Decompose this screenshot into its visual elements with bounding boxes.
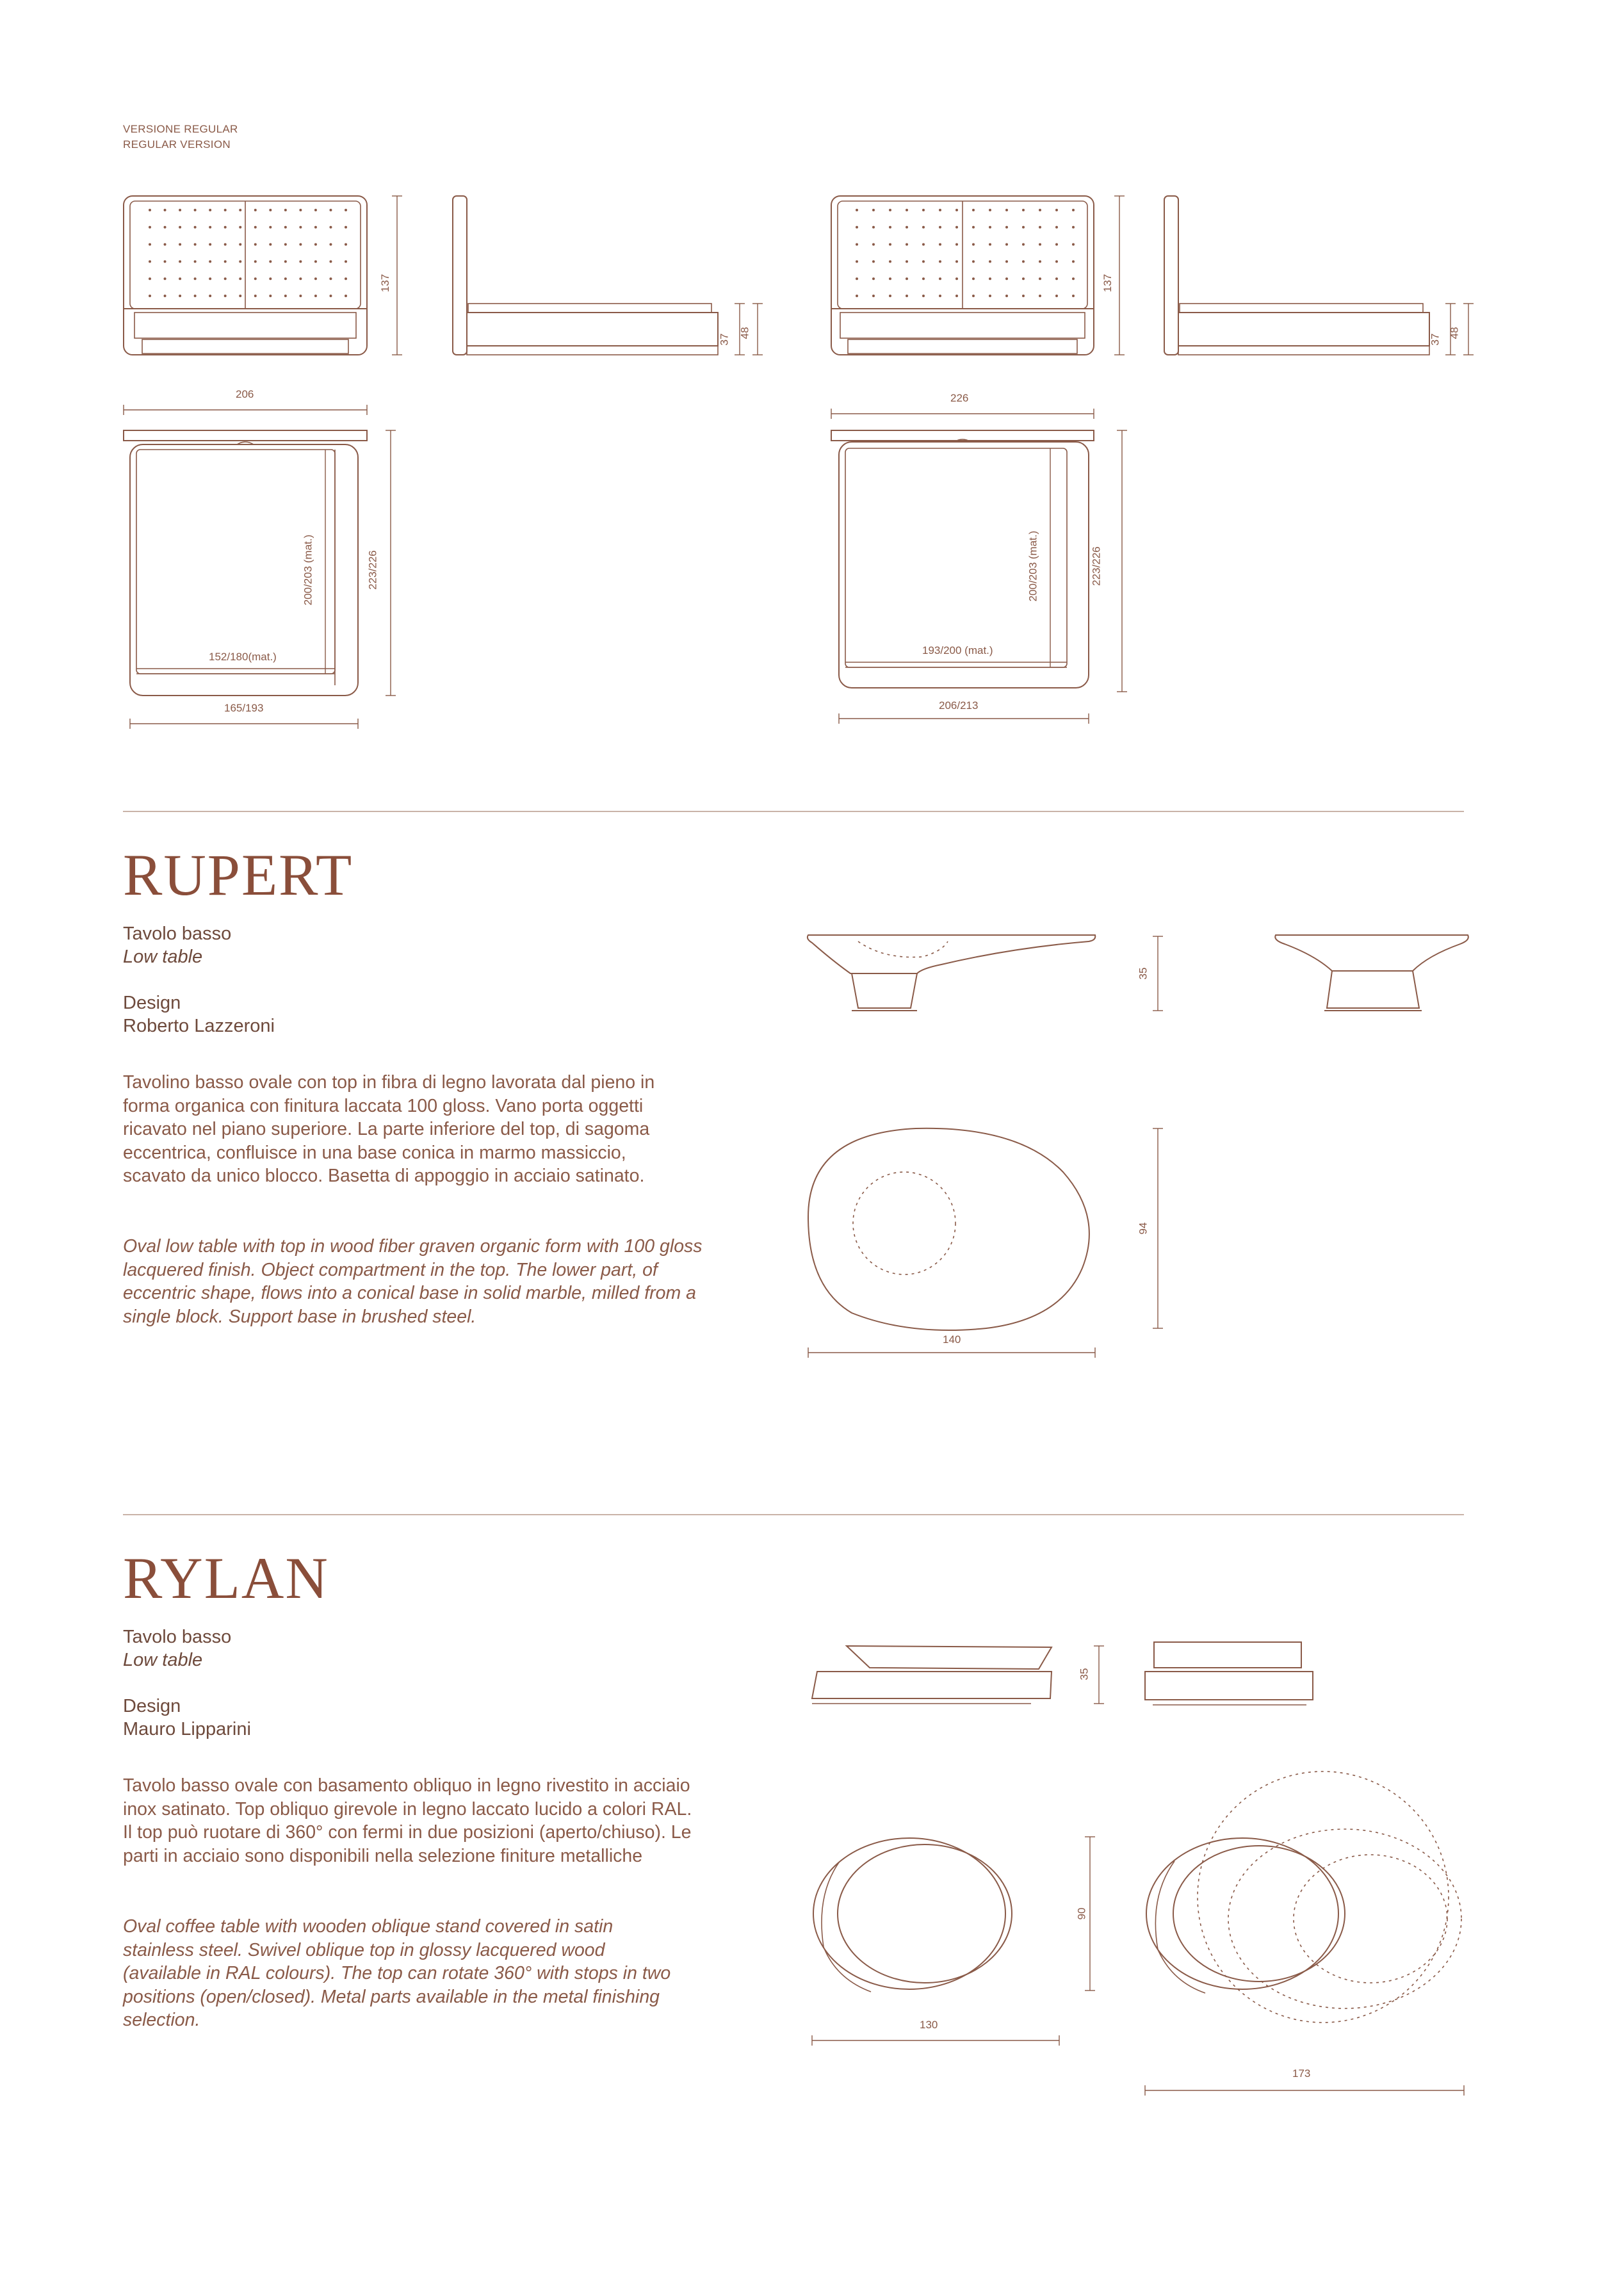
tufting-dot bbox=[939, 260, 941, 263]
tufting-dot bbox=[284, 295, 287, 297]
tufting-dot bbox=[224, 260, 227, 263]
tufting-dot bbox=[906, 243, 908, 246]
tufting-dot bbox=[989, 260, 991, 263]
tufting-dot bbox=[284, 260, 287, 263]
tufting-dot bbox=[939, 277, 941, 280]
tufting-dot bbox=[345, 295, 347, 297]
description-en-rupert: Oval low table with top in wood fiber graven organic form with 100 gloss lacquered finish. Object compartment in the top. The lower part, of eccentric shape, flows into a conical base in solid marble, milled from a single block. Support base in brushed steel. bbox=[123, 1236, 703, 1327]
tufting-dot bbox=[314, 277, 317, 280]
tufting-dot bbox=[1055, 226, 1058, 229]
tufting-dot bbox=[1005, 209, 1008, 211]
tufting-dot bbox=[872, 209, 875, 211]
tufting-dot bbox=[329, 260, 332, 263]
tufting-dot bbox=[149, 260, 151, 263]
tufting-dot bbox=[955, 209, 958, 211]
tufting-dot bbox=[972, 277, 975, 280]
tufting-dot bbox=[179, 209, 181, 211]
tufting-dot bbox=[972, 260, 975, 263]
tufting-dot bbox=[179, 277, 181, 280]
bed-left-height-label: 137 bbox=[379, 273, 392, 293]
tufting-dot bbox=[194, 295, 197, 297]
tufting-dot bbox=[254, 243, 257, 246]
tufting-dot bbox=[269, 209, 272, 211]
tufting-dot bbox=[299, 209, 302, 211]
design-label: Design bbox=[123, 1696, 181, 1716]
bed-right-mattress-width-label: 193/200 (mat.) bbox=[922, 644, 993, 656]
tufting-dot bbox=[239, 243, 241, 246]
tufting-dot bbox=[1039, 226, 1041, 229]
tufting-dot bbox=[856, 260, 858, 263]
tufting-dot bbox=[939, 226, 941, 229]
tufting-dot bbox=[269, 243, 272, 246]
tufting-dot bbox=[179, 260, 181, 263]
version-label-it: VERSIONE REGULAR bbox=[123, 123, 238, 135]
tufting-dot bbox=[889, 226, 891, 229]
category-it: Tavolo basso bbox=[123, 924, 232, 944]
tufting-dot bbox=[299, 260, 302, 263]
tufting-dot bbox=[254, 226, 257, 229]
tufting-dot bbox=[889, 209, 891, 211]
tufting-dot bbox=[224, 209, 227, 211]
tufting-dot bbox=[149, 243, 151, 246]
tufting-dot bbox=[972, 226, 975, 229]
tufting-dot bbox=[856, 243, 858, 246]
tufting-dot bbox=[299, 277, 302, 280]
rylan-rotation-view bbox=[1146, 1771, 1461, 2023]
description-it-rylan: Tavolo basso ovale con basamento obliquo in legno rivestito in acciaio inox satinato. Top obliquo girevole in legno laccato lucido a colori RAL. Il top può ruotare di 360° con fermi in due posizioni (aperto/chiuso). Le parti in acciaio sono disponibili nella selezione finiture metalliche bbox=[123, 1775, 692, 1866]
tufting-dot bbox=[209, 226, 211, 229]
tufting-dot bbox=[989, 209, 991, 211]
tufting-dot bbox=[179, 295, 181, 297]
rupert-front-view bbox=[808, 935, 1095, 1011]
rylan-plan-view bbox=[813, 1838, 1012, 1992]
tufting-dot bbox=[989, 226, 991, 229]
tufting-dot bbox=[1072, 226, 1075, 229]
tufting-dot bbox=[299, 295, 302, 297]
product-category-rupert bbox=[123, 922, 231, 968]
tufting-dot bbox=[889, 295, 891, 297]
tufting-dot bbox=[856, 226, 858, 229]
tufting-dot bbox=[1005, 295, 1008, 297]
tufting-dot bbox=[239, 277, 241, 280]
tufting-dot bbox=[224, 243, 227, 246]
bed-right-front-view bbox=[831, 196, 1094, 355]
rupert-side-view bbox=[1275, 935, 1468, 1011]
tufting-dot bbox=[906, 209, 908, 211]
headboard-tufting-right bbox=[856, 209, 1075, 297]
tufting-dot bbox=[209, 243, 211, 246]
tufting-dot bbox=[1022, 226, 1025, 229]
tufting-dot bbox=[889, 260, 891, 263]
tufting-dot bbox=[269, 277, 272, 280]
tufting-dot bbox=[329, 277, 332, 280]
tufting-dot bbox=[906, 260, 908, 263]
tufting-dot bbox=[872, 243, 875, 246]
design-label: Design bbox=[123, 993, 181, 1013]
tufting-dot bbox=[955, 295, 958, 297]
tufting-dot bbox=[922, 226, 925, 229]
tufting-dot bbox=[345, 226, 347, 229]
product-designer-rylan bbox=[123, 1695, 251, 1741]
tufting-dot bbox=[209, 209, 211, 211]
tufting-dot bbox=[889, 243, 891, 246]
tufting-dot bbox=[1072, 260, 1075, 263]
tufting-dot bbox=[989, 277, 991, 280]
bed-left-side-high-label: 48 bbox=[738, 327, 751, 339]
tufting-dot bbox=[179, 243, 181, 246]
bed-left-side-low-label: 37 bbox=[718, 333, 731, 346]
tufting-dot bbox=[856, 277, 858, 280]
tufting-dot bbox=[345, 277, 347, 280]
tufting-dot bbox=[239, 226, 241, 229]
category-en: Low table bbox=[123, 1650, 203, 1670]
tufting-dot bbox=[922, 295, 925, 297]
bed-right-base-width-label: 206/213 bbox=[939, 699, 979, 712]
section-divider-rylan bbox=[123, 1514, 1464, 1515]
category-en: Low table bbox=[123, 947, 203, 967]
tufting-dot bbox=[1072, 209, 1075, 211]
bed-left-side-view bbox=[453, 196, 718, 355]
tufting-dot bbox=[1005, 226, 1008, 229]
tufting-dot bbox=[164, 295, 167, 297]
bed-left-length-label: 223/226 bbox=[366, 550, 379, 590]
product-category-rylan bbox=[123, 1625, 231, 1672]
tufting-dot bbox=[922, 243, 925, 246]
bed-left-width-label: 206 bbox=[236, 388, 254, 400]
tufting-dot bbox=[345, 243, 347, 246]
tufting-dot bbox=[922, 260, 925, 263]
tufting-dot bbox=[955, 277, 958, 280]
tufting-dot bbox=[1005, 260, 1008, 263]
tufting-dot bbox=[989, 243, 991, 246]
tufting-dot bbox=[872, 260, 875, 263]
tufting-dot bbox=[314, 243, 317, 246]
tufting-dot bbox=[939, 295, 941, 297]
tufting-dot bbox=[906, 295, 908, 297]
tufting-dot bbox=[1022, 295, 1025, 297]
designer-name: Mauro Lipparini bbox=[123, 1719, 251, 1739]
tufting-dot bbox=[314, 295, 317, 297]
tufting-dot bbox=[314, 260, 317, 263]
product-designer-rupert bbox=[123, 991, 275, 1038]
rupert-height-label: 35 bbox=[1137, 967, 1150, 980]
bed-left-base-width-label: 165/193 bbox=[224, 702, 264, 714]
tufting-dot bbox=[314, 209, 317, 211]
tufting-dot bbox=[164, 209, 167, 211]
tufting-dot bbox=[329, 295, 332, 297]
tufting-dot bbox=[149, 209, 151, 211]
tufting-dot bbox=[872, 277, 875, 280]
tufting-dot bbox=[329, 209, 332, 211]
tufting-dot bbox=[329, 243, 332, 246]
tufting-dot bbox=[224, 226, 227, 229]
tufting-dot bbox=[164, 243, 167, 246]
tufting-dot bbox=[179, 226, 181, 229]
tufting-dot bbox=[1039, 295, 1041, 297]
tufting-dot bbox=[972, 209, 975, 211]
tufting-dot bbox=[345, 209, 347, 211]
rylan-depth-label: 90 bbox=[1075, 1907, 1088, 1920]
bed-left-mattress-width-label: 152/180(mat.) bbox=[209, 651, 277, 663]
bed-right-side-high-label: 48 bbox=[1448, 327, 1461, 339]
tufting-dot bbox=[239, 295, 241, 297]
tufting-dot bbox=[1022, 277, 1025, 280]
tufting-dot bbox=[345, 260, 347, 263]
tufting-dot bbox=[149, 295, 151, 297]
tufting-dot bbox=[224, 295, 227, 297]
tufting-dot bbox=[889, 277, 891, 280]
tufting-dot bbox=[314, 226, 317, 229]
tufting-dot bbox=[299, 226, 302, 229]
tufting-dot bbox=[939, 209, 941, 211]
tufting-dot bbox=[254, 277, 257, 280]
tufting-dot bbox=[989, 295, 991, 297]
tufting-dot bbox=[194, 260, 197, 263]
tufting-dot bbox=[209, 277, 211, 280]
tufting-dot bbox=[239, 209, 241, 211]
description-it-rupert: Tavolino basso ovale con top in fibra di legno lavorata dal pieno in forma organica con finitura laccata 100 gloss. Vano porta oggetti ricavato nel piano superiore. La parte inferiore del top, di sagoma eccentrica, confluisce in una base conica in marmo massiccio, scavato da unico blocco. Basetta di appoggio in acciaio satinato. bbox=[123, 1072, 655, 1186]
tufting-dot bbox=[1055, 277, 1058, 280]
tufting-dot bbox=[284, 226, 287, 229]
rylan-rotation-width-label: 173 bbox=[1292, 2067, 1311, 2080]
tufting-dot bbox=[194, 226, 197, 229]
bed-right-length-label: 223/226 bbox=[1090, 546, 1103, 586]
tufting-dot bbox=[972, 243, 975, 246]
tufting-dot bbox=[1005, 243, 1008, 246]
tufting-dot bbox=[164, 226, 167, 229]
tufting-dot bbox=[254, 209, 257, 211]
tufting-dot bbox=[872, 226, 875, 229]
tufting-dot bbox=[224, 277, 227, 280]
tufting-dot bbox=[149, 277, 151, 280]
tufting-dot bbox=[1022, 260, 1025, 263]
tufting-dot bbox=[269, 295, 272, 297]
bed-left-front-view bbox=[124, 196, 367, 355]
rylan-side-view bbox=[1145, 1642, 1313, 1705]
tufting-dot bbox=[284, 209, 287, 211]
tufting-dot bbox=[1039, 260, 1041, 263]
tufting-dot bbox=[1072, 243, 1075, 246]
tufting-dot bbox=[955, 226, 958, 229]
tufting-dot bbox=[1055, 260, 1058, 263]
bed-right-side-low-label: 37 bbox=[1429, 333, 1442, 346]
tufting-dot bbox=[1039, 243, 1041, 246]
bed-right-height-label: 137 bbox=[1101, 273, 1114, 293]
tufting-dot bbox=[209, 295, 211, 297]
tufting-dot bbox=[209, 260, 211, 263]
tufting-dot bbox=[299, 243, 302, 246]
rylan-height-label: 35 bbox=[1078, 1668, 1091, 1681]
designer-name: Roberto Lazzeroni bbox=[123, 1016, 275, 1036]
tufting-dot bbox=[1055, 243, 1058, 246]
tufting-dot bbox=[972, 295, 975, 297]
tufting-dot bbox=[194, 243, 197, 246]
tufting-dot bbox=[269, 260, 272, 263]
tufting-dot bbox=[939, 243, 941, 246]
category-it: Tavolo basso bbox=[123, 1627, 232, 1647]
description-en-rylan: Oval coffee table with wooden oblique stand covered in satin stainless steel. Swivel oblique top in glossy lacquered wood (available in RAL colours). The top can rotate 360° with stops in two positions (open/closed). Metal parts available in the metal finishing selection. bbox=[123, 1916, 671, 2030]
rupert-depth-label: 94 bbox=[1137, 1222, 1150, 1235]
tufting-dot bbox=[906, 277, 908, 280]
tufting-dot bbox=[1055, 295, 1058, 297]
bed-right-side-view bbox=[1164, 196, 1429, 355]
tufting-dot bbox=[922, 277, 925, 280]
tufting-dot bbox=[194, 209, 197, 211]
tufting-dot bbox=[254, 295, 257, 297]
tufting-dot bbox=[922, 209, 925, 211]
tufting-dot bbox=[1072, 295, 1075, 297]
tufting-dot bbox=[1072, 277, 1075, 280]
tufting-dot bbox=[269, 226, 272, 229]
tufting-dot bbox=[149, 226, 151, 229]
tufting-dot bbox=[955, 260, 958, 263]
tufting-dot bbox=[1039, 277, 1041, 280]
tufting-dot bbox=[164, 260, 167, 263]
rylan-width-label: 130 bbox=[920, 2019, 938, 2031]
tufting-dot bbox=[1022, 243, 1025, 246]
tufting-dot bbox=[1005, 277, 1008, 280]
tufting-dot bbox=[194, 277, 197, 280]
bed-right-width-label: 226 bbox=[950, 392, 969, 404]
rylan-front-view bbox=[812, 1646, 1052, 1704]
tufting-dot bbox=[856, 209, 858, 211]
tufting-dot bbox=[955, 243, 958, 246]
tufting-dot bbox=[856, 295, 858, 297]
tufting-dot bbox=[284, 277, 287, 280]
product-title-rylan: RYLAN bbox=[123, 1545, 329, 1611]
bed-left-mattress-length-label: 200/203 (mat.) bbox=[302, 534, 314, 606]
rupert-width-label: 140 bbox=[943, 1333, 961, 1346]
tufting-dot bbox=[239, 260, 241, 263]
tufting-dot bbox=[1039, 209, 1041, 211]
tufting-dot bbox=[254, 260, 257, 263]
rupert-plan-view bbox=[808, 1128, 1089, 1330]
tufting-dot bbox=[329, 226, 332, 229]
tufting-dot bbox=[872, 295, 875, 297]
tufting-dot bbox=[164, 277, 167, 280]
section-divider-rupert bbox=[123, 811, 1464, 812]
bed-right-mattress-length-label: 200/203 (mat.) bbox=[1027, 530, 1039, 602]
product-title-rupert: RUPERT bbox=[123, 842, 354, 908]
tufting-dot bbox=[1022, 209, 1025, 211]
tufting-dot bbox=[1055, 209, 1058, 211]
version-label-en: REGULAR VERSION bbox=[123, 138, 231, 151]
tufting-dot bbox=[284, 243, 287, 246]
headboard-tufting-left bbox=[149, 209, 347, 297]
tufting-dot bbox=[906, 226, 908, 229]
